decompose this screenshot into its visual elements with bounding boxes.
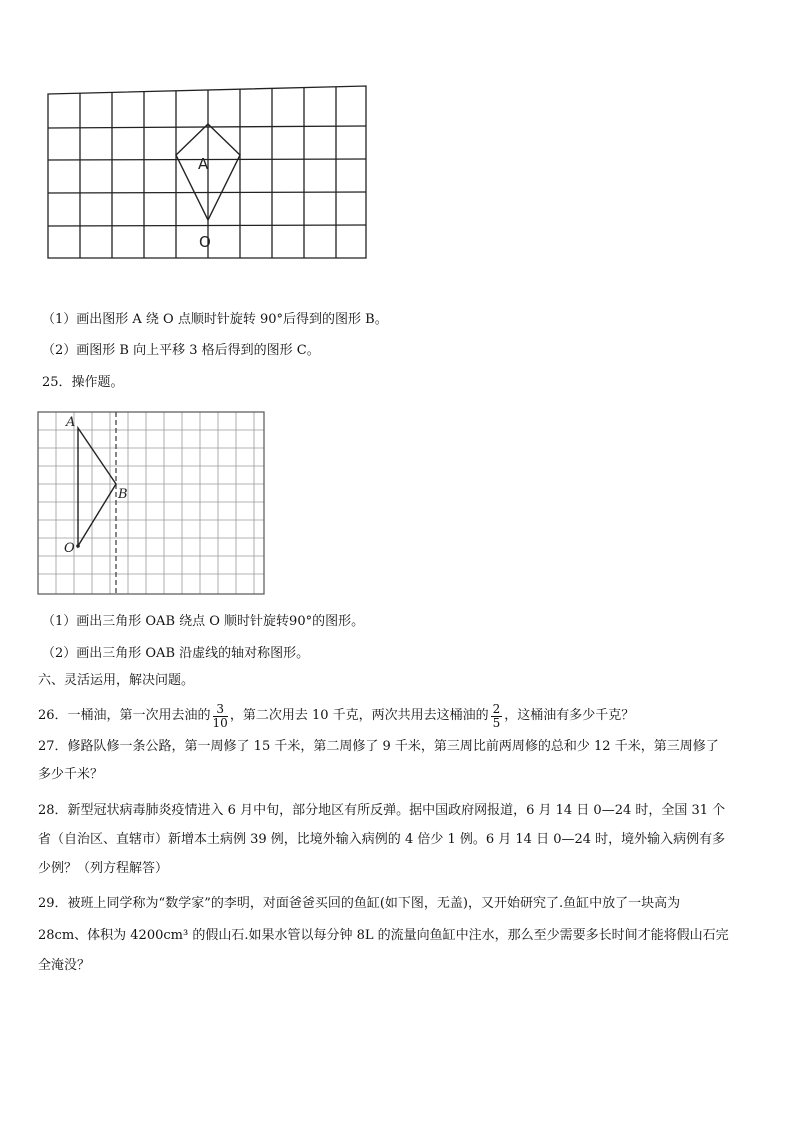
- q29-line3: 全淹没？: [38, 958, 91, 973]
- q24-part2: （2）画图形 B 向上平移 3 格后得到的图形 C。: [42, 343, 320, 358]
- fraction-denominator: 5: [492, 715, 501, 730]
- q27-line2: 多少千米？: [38, 767, 104, 782]
- label-o: O: [199, 233, 211, 251]
- q28-line2: 省（自治区、直辖市）新增本土病例 39 例，比境外输入病例的 4 倍少 1 例。6 月 14 日 0—24 时，境外输入病例有多: [38, 832, 726, 847]
- q27-line1: 27．修路队修一条公路，第一周修了 15 千米，第二周修了 9 千米，第三周比前两周修的总和少 12 千米，第三周修了: [38, 739, 719, 754]
- q25-part2: （2）画出三角形 OAB 沿虚线的轴对称图形。: [42, 646, 310, 661]
- q28-line3: 少例？（列方程解答）: [38, 861, 169, 876]
- q28-line1: 28．新型冠状病毒肺炎疫情进入 6 月中旬，部分地区有所反弹。据中国政府网报道，6 月 14 日 0—24 时，全国 31 个: [38, 803, 726, 818]
- fraction-numerator: 3: [213, 703, 228, 717]
- q26: [38, 696, 634, 736]
- q26-text-b: ，第二次用去 10 千克，两次共用去这桶油的: [229, 708, 489, 723]
- q25-title: 25．操作题。: [42, 375, 124, 390]
- grid-hline: [48, 192, 366, 193]
- label-b: B: [118, 487, 128, 502]
- figure-2-grid: [36, 408, 268, 598]
- figure-1-grid: [44, 82, 370, 262]
- grid-hline: [48, 225, 366, 226]
- fine-grid: [38, 412, 264, 594]
- q26-text-a: 26．一桶油，第一次用去油的: [38, 708, 211, 723]
- q29-line1: 29．被班上同学称为“数学家”的李明，对面爸爸买回的鱼缸(如下图，无盖)，又开始研究了.鱼缸中放了一块高为: [38, 896, 681, 911]
- point-o: [76, 544, 80, 548]
- grid-frame: [38, 412, 264, 594]
- q29-line2: 28cm、体积为 4200cm³ 的假山石.如果水管以每分钟 8L 的流量向鱼缸中注水，那么至少需要多长时间才能将假山石完: [38, 928, 729, 943]
- label-o: O: [64, 541, 75, 556]
- label-a: A: [198, 155, 209, 173]
- q26-text-c: ，这桶油有多少千克？: [504, 708, 635, 723]
- q24-part1: （1）画出图形 A 绕 O 点顺时针旋转 90°后得到的图形 B。: [42, 312, 388, 327]
- fraction-denominator: 10: [212, 715, 228, 730]
- fraction-2-5: [491, 703, 503, 730]
- section-6-title: 六、灵活运用，解决问题。: [38, 673, 195, 688]
- q25-part1: （1）画出三角形 OAB 绕点 O 顺时针旋转90°的图形。: [42, 614, 365, 629]
- grid-hline: [48, 126, 366, 128]
- fraction-numerator: 2: [492, 701, 501, 716]
- label-a: A: [66, 415, 76, 430]
- fraction-3-10: [213, 703, 228, 730]
